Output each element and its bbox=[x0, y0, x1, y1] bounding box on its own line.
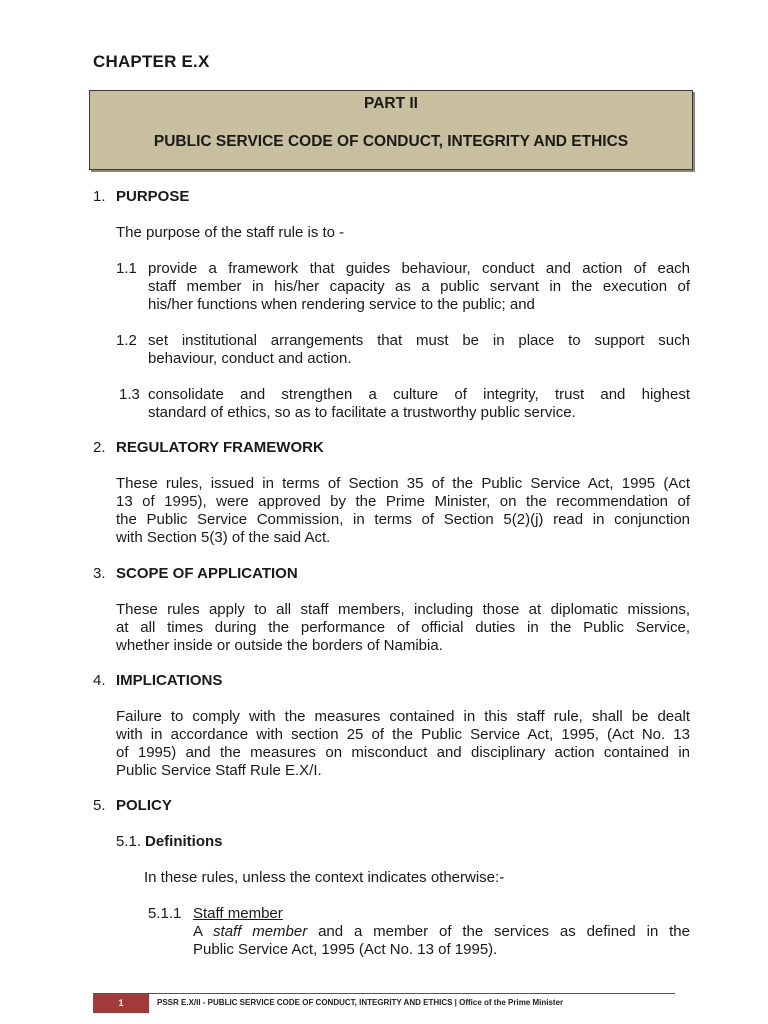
text-line bbox=[193, 923, 690, 941]
subsection-5-1-number: 5.1. bbox=[116, 833, 142, 850]
text-fragment: A bbox=[193, 923, 214, 940]
text-line: set institutional arrangements that must be in place to support such bbox=[148, 332, 690, 349]
section-4-number: 4. bbox=[93, 672, 106, 689]
section-3-heading: SCOPE OF APPLICATION bbox=[116, 565, 298, 582]
section-2-text bbox=[116, 475, 690, 547]
text-line: his/her functions when rendering service to the public; and bbox=[148, 296, 535, 313]
section-2-number: 2. bbox=[93, 439, 106, 456]
text-line: with in accordance with section 25 of the Public Service Act, 1995, (Act No. 13 bbox=[116, 726, 690, 743]
footer-page-number: 1 bbox=[93, 994, 149, 1013]
definition-5-1-1 bbox=[193, 905, 690, 959]
section-4-heading: IMPLICATIONS bbox=[116, 672, 223, 689]
item-1-3-number: 1.3 bbox=[119, 386, 140, 403]
item-1-1-number: 1.1 bbox=[116, 260, 137, 277]
item-1-3-text bbox=[148, 386, 690, 422]
section-5-number: 5. bbox=[93, 797, 106, 814]
text-line: standard of ethics, so as to facilitate a trustworthy public service. bbox=[148, 404, 576, 421]
chapter-title: CHAPTER E.X bbox=[93, 52, 210, 71]
part-label: PART II bbox=[364, 95, 418, 112]
section-5-heading: POLICY bbox=[116, 797, 172, 814]
section-2-heading: REGULATORY FRAMEWORK bbox=[116, 439, 324, 456]
section-1-number: 1. bbox=[93, 188, 106, 205]
definition-label: Staff member bbox=[193, 905, 283, 922]
section-4-text bbox=[116, 708, 690, 780]
item-1-2-text bbox=[148, 332, 690, 368]
text-line: behaviour, conduct and action. bbox=[148, 350, 352, 367]
text-line: consolidate and strengthen a culture of integrity, trust and highest bbox=[148, 386, 690, 403]
section-3-number: 3. bbox=[93, 565, 106, 582]
defined-term: staff member bbox=[213, 923, 308, 940]
item-1-2-number: 1.2 bbox=[116, 332, 137, 349]
footer-rule bbox=[93, 993, 675, 994]
subsection-5-1-heading: Definitions bbox=[145, 833, 223, 850]
part-title: PUBLIC SERVICE CODE OF CONDUCT, INTEGRITY AND ETHICS bbox=[153, 133, 629, 150]
text-line: 13 of 1995), were approved by the Prime Minister, on the recommendation of bbox=[116, 493, 690, 510]
text-line: with Section 5(3) of the said Act. bbox=[116, 529, 331, 546]
definition-5-1-1-number: 5.1.1 bbox=[148, 905, 182, 922]
definitions-intro: In these rules, unless the context indicates otherwise:- bbox=[144, 869, 505, 886]
footer-text: PSSR E.X/II - PUBLIC SERVICE CODE OF CONDUCT, INTEGRITY AND ETHICS | Office of the Prime Minister bbox=[157, 998, 564, 1007]
text-line: Failure to comply with the measures contained in this staff rule, shall be dealt bbox=[116, 708, 690, 725]
text-line: staff member in his/her capacity as a public servant in the execution of bbox=[148, 278, 690, 295]
text-line: Public Service Staff Rule E.X/I. bbox=[116, 762, 322, 779]
section-1-heading: PURPOSE bbox=[116, 188, 190, 205]
text-fragment: and a member of the services as defined in the bbox=[307, 923, 690, 940]
item-1-1-text bbox=[148, 260, 690, 314]
text-line: Public Service Act, 1995 (Act No. 13 of 1995). bbox=[193, 941, 498, 958]
text-line: the Public Service Commission, in terms of Section 5(2)(j) read in conjunction bbox=[116, 511, 690, 528]
text-line: at all times during the performance of official duties in the Public Service, bbox=[116, 619, 690, 636]
text-line: provide a framework that guides behaviour, conduct and action of each bbox=[148, 260, 690, 277]
section-3-text bbox=[116, 601, 690, 655]
text-line: whether inside or outside the borders of Namibia. bbox=[116, 637, 443, 654]
text-line: These rules, issued in terms of Section 35 of the Public Service Act, 1995 (Act bbox=[116, 475, 690, 492]
section-1-intro: The purpose of the staff rule is to - bbox=[116, 224, 345, 241]
text-line: of 1995) and the measures on misconduct and disciplinary action contained in bbox=[116, 744, 690, 761]
part-header-box bbox=[89, 90, 693, 170]
text-line: These rules apply to all staff members, including those at diplomatic missions, bbox=[116, 601, 690, 618]
